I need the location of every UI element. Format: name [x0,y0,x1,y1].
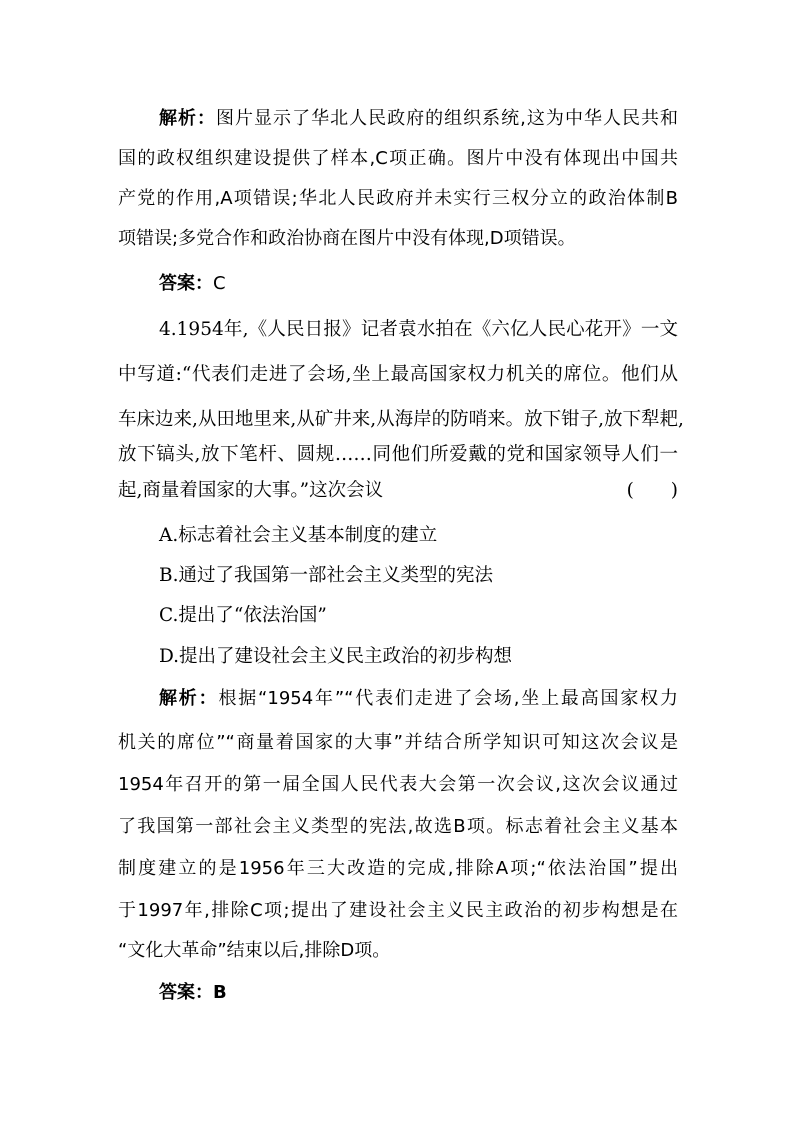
option-b: B.通过了我国第一部社会主义类型的宪法 [159,565,493,586]
analysis-2-line-1: 解析：根据“1954年”“代表们走进了会场,坐上最高国家权力 [159,688,678,709]
analysis-1-line-1: 解析：图片显示了华北人民政府的组织系统,这为中华人民共和 [159,108,678,129]
analysis-2-line-7: “文化大革命”结束以后,排除D项。 [118,940,391,961]
analysis-2-line-4: 了我国第一部社会主义类型的宪法,故选B项。标志着社会主义基本 [118,816,678,837]
analysis-1-line-4: 项错误;多党合作和政治协商在图片中没有体现,D项错误。 [118,228,576,249]
option-d: D.提出了建设社会主义民主政治的初步构想 [159,646,513,667]
analysis-1-line-3: 产党的作用,A项错误;华北人民政府并未实行三权分立的政治体制B [118,188,678,209]
answer-label: 答案： [159,982,213,1003]
answer-value: C [213,273,226,294]
question-4-line-1: 4.1954年,《人民日报》记者袁水拍在《六亿人民心花开》一文 [159,319,678,340]
answer-value: B [213,982,227,1003]
analysis-2-line-2: 机关的席位”“商量着国家的大事”并结合所学知识可知这次会议是 [118,732,678,753]
answer-label: 答案： [159,273,213,294]
option-c: C.提出了“依法治国” [159,605,327,626]
analysis-label: 解析： [159,108,217,129]
question-4-line-2: 中写道:“代表们走进了会场,坐上最高国家权力机关的席位。他们从 [118,364,678,385]
analysis-2-line-5: 制度建立的是1956年三大改造的完成,排除A项;“依法治国”提出 [118,858,678,879]
question-4-line-4: 放下镐头,放下笔杆、圆规……同他们所爱戴的党和国家领导人们一 [118,444,678,465]
analysis-2-line-3: 1954年召开的第一届全国人民代表大会第一次会议,这次会议通过 [118,774,678,795]
question-4-line-5: 起,商量着国家的大事。”这次会议 ( ) [118,480,678,501]
analysis-label: 解析： [159,688,219,709]
answer-bracket: ( ) [626,480,678,501]
option-a: A.标志着社会主义基本制度的建立 [159,525,438,546]
answer-1 [159,272,678,296]
question-4-line-3: 车床边来,从田地里来,从矿井来,从海岸的防哨来。放下钳子,放下犁耙, [118,409,684,430]
analysis-1-line-2: 国的政权组织建设提供了样本,C项正确。图片中没有体现出中国共 [118,148,678,169]
analysis-2-line-6: 于1997年,排除C项;提出了建设社会主义民主政治的初步构想是在 [118,900,678,921]
answer-2 [159,981,678,1005]
